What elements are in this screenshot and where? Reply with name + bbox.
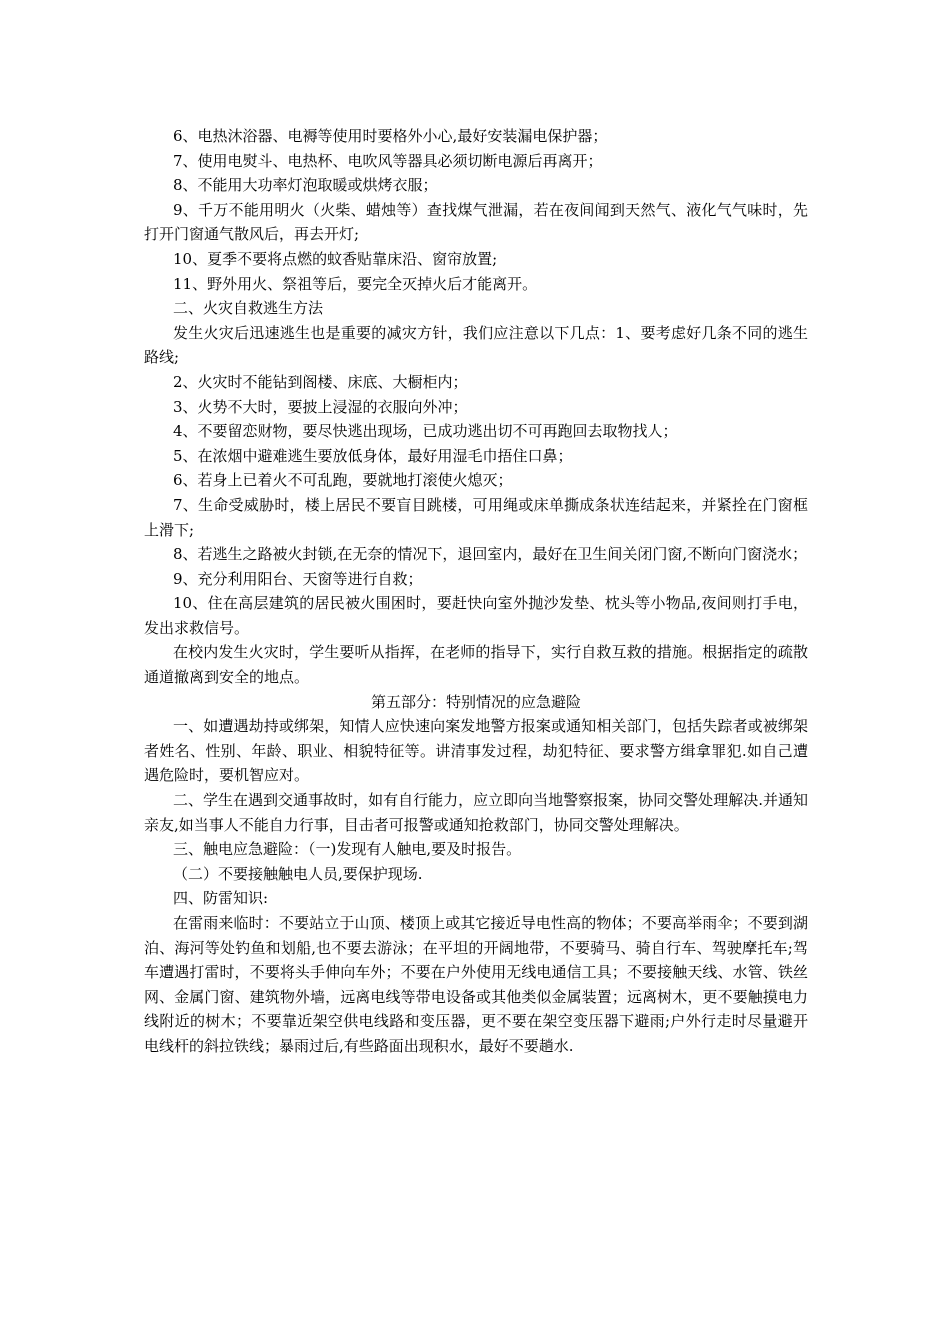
paragraph-electric-shock-2: （二）不要接触触电人员,要保护现场. (173, 864, 423, 883)
paragraph-item-7: 7、使用电熨斗、电热杯、电吹风等器具必须切断电源后再离开； (173, 151, 603, 170)
paragraph-escape-6: 6、若身上已着火不可乱跑，要就地打滚使火熄灭； (173, 471, 513, 490)
paragraph-item-10: 10、夏季不要将点燃的蚊香贴靠床沿、窗帘放置; (173, 249, 498, 268)
paragraph-school-fire: 在校内发生火灾时，学生要听从指挥，在老师的指导下，实行自救互救的措施。根据指定的疏散通道撤离到安全的地点。 (144, 643, 808, 687)
document-body (144, 124, 808, 1059)
paragraph-item-9: 9、千万不能用明火（火柴、蜡烛等）查找煤气泄漏，若在夜间闻到天然气、液化气气味时，先打开门窗通气散风后，再去开灯; (144, 200, 808, 244)
paragraph-escape-5: 5、在浓烟中避难逃生要放低身体，最好用湿毛巾捂住口鼻； (173, 446, 573, 465)
paragraph-lightning: 在雷雨来临时：不要站立于山顶、楼顶上或其它接近导电性高的物体；不要高举雨伞；不要到湖泊、海河等处钓鱼和划船,也不要去游泳；在平坦的开阔地带，不要骑马、骑自行车、驾驶摩托车;驾车遭遇打雷时，不要将头手伸向车外；不要在户外使用无线电通信工具；不要接触天线、水管、铁丝网、金属门窗、建筑物外墙，远离电线等带电设备或其他类似金属装置；远离树木，更不要触摸电力线附近的树木；不要靠近架空供电线路和变压器，更不要在架空变压器下避雨;户外行走时尽量避开电线杆的斜拉铁线；暴雨过后,有些路面出现积水，最好不要趟水. (144, 914, 808, 1055)
paragraph-item-6: 6、电热沐浴器、电褥等使用时要格外小心,最好安装漏电保护器； (173, 127, 608, 145)
paragraph-escape-2: 2、火灾时不能钻到阁楼、床底、大橱柜内； (173, 372, 468, 391)
paragraph-item-8: 8、不能用大功率灯泡取暖或烘烤衣服； (173, 176, 438, 195)
paragraph-traffic-accident: 二、学生在遇到交通事故时，如有自行能力，应立即向当地警察报案，协同交警处理解决.并通知亲友,如当事人不能自力行事，目击者可报警或通知抢救部门，协同交警处理解决。 (144, 791, 808, 834)
paragraph-item-11: 11、野外用火、祭祖等后，要完全灭掉火后才能离开。 (173, 274, 538, 293)
paragraph-escape-intro: 发生火灾后迅速逃生也是重要的减灾方针，我们应注意以下几点：1、要考虑好几条不同的逃生路线; (144, 323, 808, 367)
paragraph-kidnapping: 一、如遭遇劫持或绑架，知情人应快速向案发地警方报案或通知相关部门，包括失踪者或被绑架者姓名、性别、年龄、职业、相貌特征等。讲清事发过程，劫犯特征、要求警方缉拿罪犯.如自己遭遇危险时，要机智应对。 (144, 717, 808, 785)
paragraph-escape-9: 9、充分利用阳台、天窗等进行自救； (173, 569, 423, 588)
section-heading-lightning: 四、防雷知识: (173, 889, 269, 908)
section-heading-fire-escape: 二、火灾自救逃生方法 (173, 299, 324, 318)
paragraph-escape-4: 4、不要留恋财物，要尽快逃出现场，已成功逃出切不可再跑回去取物找人； (173, 422, 678, 441)
paragraph-escape-10: 10、住在高层建筑的居民被火围困时，要赶快向室外抛沙发垫、枕头等小物品,夜间则打手电，发出求救信号。 (144, 594, 808, 637)
part-five-title: 第五部分：特别情况的应急避险 (370, 692, 581, 711)
paragraph-electric-shock-1: 三、触电应急避险：（一)发现有人触电,要及时报告。 (173, 840, 522, 859)
paragraph-escape-8: 8、若逃生之路被火封锁,在无奈的情况下，退回室内，最好在卫生间关闭门窗,不断向门窗浇水； (173, 545, 808, 564)
paragraph-escape-7: 7、生命受威胁时，楼上居民不要盲目跳楼，可用绳或床单撕成条状连结起来，并紧拴在门窗框上滑下; (144, 495, 808, 539)
paragraph-escape-3: 3、火势不大时，要披上浸湿的衣服向外冲； (173, 397, 468, 416)
